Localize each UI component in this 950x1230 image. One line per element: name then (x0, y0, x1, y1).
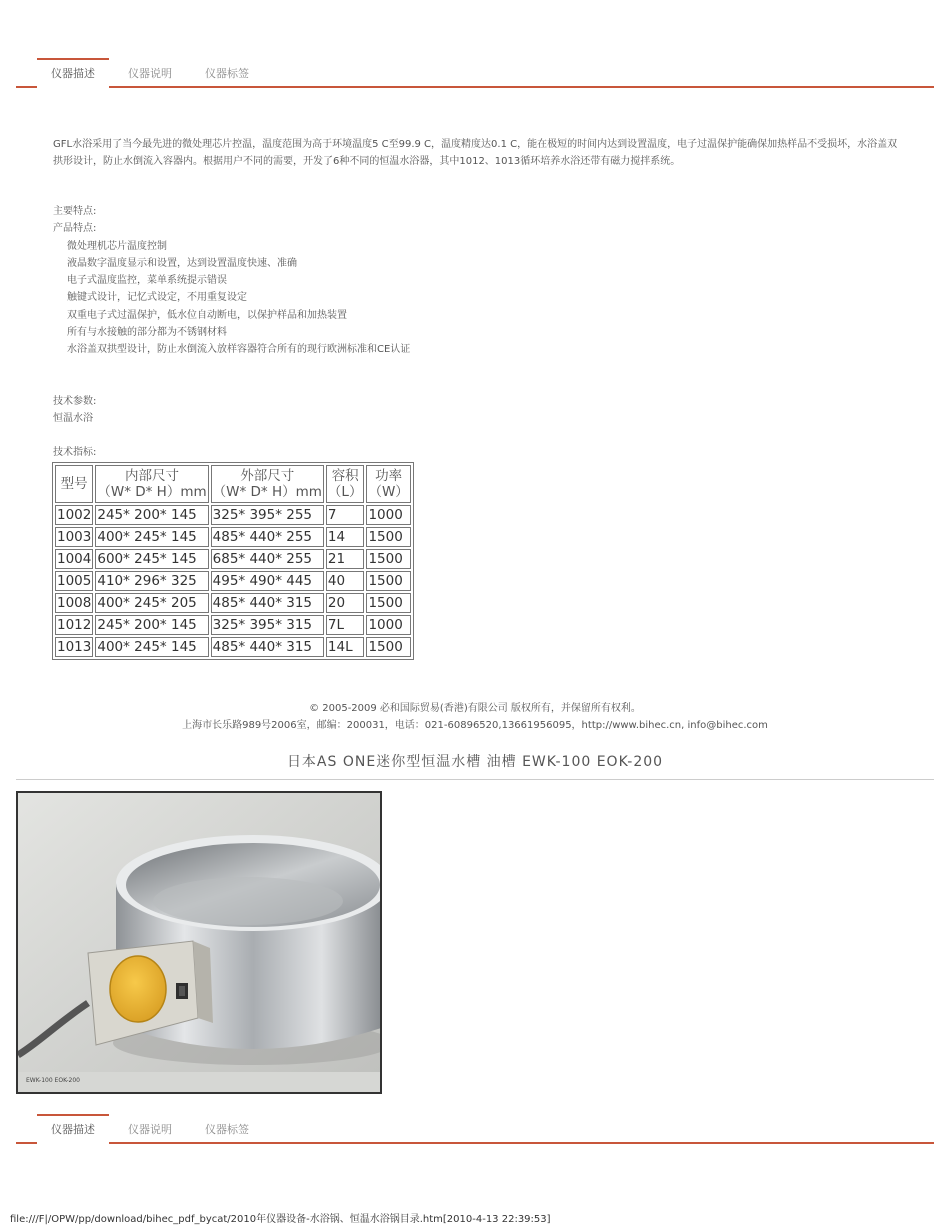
product-features-heading: 产品特点: (53, 223, 97, 235)
table-row (55, 571, 411, 591)
table-row (55, 527, 411, 547)
cell-outer-size: 325* 395* 255 (211, 505, 324, 525)
cell-outer-size: 685* 440* 255 (211, 549, 324, 569)
cell-outer-size: 495* 490* 445 (211, 571, 324, 591)
cell-power: 1500 (366, 527, 410, 547)
header-model: 型号 (55, 465, 93, 503)
photo-caption: EWK-100 EOK-200 (26, 1077, 80, 1084)
table-row (55, 593, 411, 613)
tab-instructions[interactable]: 仪器说明 (128, 1123, 172, 1136)
cell-inner-size: 410* 296* 325 (95, 571, 208, 591)
main-features-heading: 主要特点: (53, 206, 97, 217)
top-tab-bar (16, 58, 934, 88)
feature-item: 液晶数字温度显示和设置，达到设置温度快速、准确 (67, 257, 297, 269)
cell-inner-size: 400* 245* 145 (95, 527, 208, 547)
feature-item: 双重电子式过温保护，低水位自动断电，以保护样品和加热装置 (67, 309, 347, 321)
cell-power: 1500 (366, 549, 410, 569)
cell-inner-size: 600* 245* 145 (95, 549, 208, 569)
bottom-tab-bar (16, 1114, 934, 1144)
tab-instructions[interactable]: 仪器说明 (128, 67, 172, 80)
header-outer-size: 外部尺寸 （W* D* H）mm (211, 465, 324, 503)
cell-inner-size: 400* 245* 205 (95, 593, 208, 613)
tab-description[interactable]: 仪器描述 (51, 67, 95, 80)
spec-table (52, 462, 414, 660)
tab-description[interactable]: 仪器描述 (51, 1123, 95, 1136)
table-row (55, 505, 411, 525)
cell-power: 1500 (366, 571, 410, 591)
cell-outer-size: 485* 440* 315 (211, 593, 324, 613)
tab-labels[interactable]: 仪器标签 (205, 67, 249, 80)
feature-item: 所有与水接触的部分都为不锈钢材料 (67, 327, 227, 339)
water-bath-image (18, 793, 380, 1092)
product-photo (16, 791, 382, 1094)
cell-outer-size: 325* 395* 315 (211, 615, 324, 635)
cell-inner-size: 400* 245* 145 (95, 637, 208, 657)
cell-volume: 40 (326, 571, 365, 591)
cell-volume: 14 (326, 527, 365, 547)
product-description: GFL水浴采用了当今最先进的微处理芯片控温，温度范围为高于环境温度5 C至99.9 C，温度精度达0.1 C，能在极短的时间内达到设置温度，电子过温保护能确保加热样品不受损坏，水浴盖双拱形设计，防止水倒流入容器内。根据用户不同的需要，开发了6种不同的恒温水浴器，其中1012、1013循环培养水浴还带有磁力搅拌系统。 (53, 139, 898, 167)
cell-model: 1002 (57, 507, 92, 523)
feature-item: 触键式设计，记忆式设定，不用重复设定 (67, 292, 247, 304)
copyright-text: © 2005-2009 必和国际贸易(香港)有限公司 版权所有，并保留所有权利。 (309, 703, 641, 714)
cell-model: 1005 (57, 573, 92, 589)
cell-volume: 21 (326, 549, 365, 569)
cell-volume: 7L (326, 615, 365, 635)
feature-item: 水浴盖双拱型设计，防止水倒流入放样容器符合所有的现行欧洲标准和CE认证 (67, 344, 411, 356)
header-power: 功率 （W） (366, 465, 410, 503)
product-title: 日本AS ONE迷你型恒温水槽 油槽 EWK-100 EOK-200 (286, 754, 664, 770)
table-row (55, 615, 411, 635)
cell-volume: 20 (326, 593, 365, 613)
tech-params-section (53, 393, 96, 428)
cell-power: 1500 (366, 593, 410, 613)
table-row (55, 637, 411, 657)
file-url: file:///F|/OPW/pp/download/bihec_pdf_bycat/2010年仪器设备-水浴锅、恒温水浴锅目录.htm[2010-4-13 22:39:53] (10, 1214, 551, 1225)
cell-inner-size: 245* 200* 145 (95, 505, 208, 525)
divider (16, 779, 934, 780)
cell-power: 1500 (366, 637, 410, 657)
feature-item: 电子式温度监控，菜单系统提示错误 (67, 275, 227, 287)
cell-model: 1013 (57, 639, 92, 655)
table-row (55, 549, 411, 569)
tab-labels[interactable]: 仪器标签 (205, 1123, 249, 1136)
tech-params-label: 技术参数: (53, 396, 97, 407)
tech-spec-label: 技术指标: (53, 447, 97, 458)
cell-power: 1000 (366, 615, 410, 635)
cell-power: 1000 (366, 505, 410, 525)
contact-text: 上海市长乐路989号2006室，邮编：200031，电话：021-60896520,13661956095，http://www.bihec.cn, info@bihec.com (182, 720, 768, 731)
cell-outer-size: 485* 440* 255 (211, 527, 324, 547)
cell-volume: 14L (326, 637, 365, 657)
tech-params-name: 恒温水浴 (53, 413, 93, 425)
cell-volume: 7 (326, 505, 365, 525)
cell-model: 1003 (57, 529, 92, 545)
cell-outer-size: 485* 440* 315 (211, 637, 324, 657)
cell-inner-size: 245* 200* 145 (95, 615, 208, 635)
features-section (53, 203, 410, 359)
header-inner-size: 内部尺寸 （W* D* H）mm (95, 465, 208, 503)
header-volume: 容积 （L） (326, 465, 365, 503)
cell-model: 1008 (57, 595, 92, 611)
table-header-row (55, 465, 411, 503)
cell-model: 1004 (57, 551, 92, 567)
cell-model: 1012 (57, 617, 92, 633)
feature-item: 微处理机芯片温度控制 (67, 240, 167, 252)
